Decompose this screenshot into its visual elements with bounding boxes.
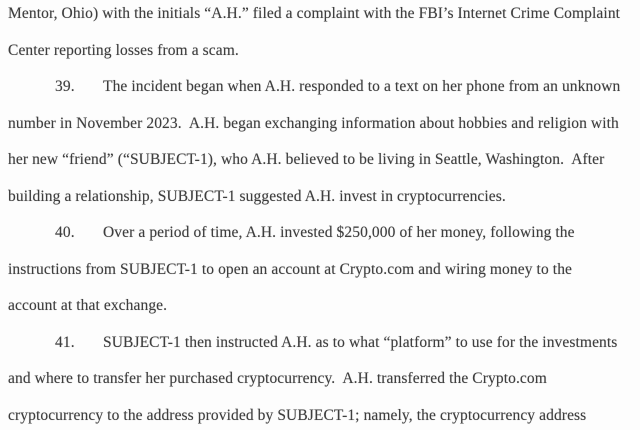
paragraph-39-start (0, 77, 640, 114)
line-text: building a relationship, SUBJECT-1 suggested A.H. invest in cryptocurrencies. (8, 187, 506, 205)
document-line (0, 296, 640, 333)
paragraph-41-start (0, 333, 640, 370)
line-text: The incident began when A.H. responded to a text on her phone from an unknown (103, 78, 621, 96)
line-text: account at that exchange. (8, 297, 168, 315)
line-text: Over a period of time, A.H. invested $250,000 of her money, following the (103, 224, 575, 242)
document-line (0, 150, 640, 187)
line-text: and where to transfer her purchased cryptocurrency. A.H. transferred the Crypto.com (8, 370, 547, 388)
document-line (0, 114, 640, 151)
line-text: instructions from SUBJECT-1 to open an account at Crypto.com and wiring money to the (8, 260, 573, 278)
line-text: Center reporting losses from a scam. (8, 41, 239, 59)
document-line (0, 4, 640, 41)
line-text: number in November 2023. A.H. began exchanging information about hobbies and religion with (8, 114, 619, 132)
document-line (0, 260, 640, 297)
document-line (0, 41, 640, 78)
document-line (0, 369, 640, 406)
line-text: SUBJECT-1 then instructed A.H. as to what “platform” to use for the investments (103, 333, 618, 351)
paragraph-number: 41. (55, 333, 75, 351)
line-text: Mentor, Ohio) with the initials “A.H.” filed a complaint with the FBI’s Internet Crime Complaint (8, 5, 621, 22)
paragraph-number: 40. (55, 224, 75, 242)
line-text: cryptocurrency to the address provided by SUBJECT-1; namely, the cryptocurrency address (8, 407, 587, 425)
paragraph-40-start (0, 223, 640, 260)
document-line (0, 187, 640, 224)
document-line (0, 406, 640, 430)
line-text: her new “friend” (“SUBJECT-1), who A.H. believed to be living in Seattle, Washington. After (8, 151, 605, 169)
paragraph-number: 39. (55, 78, 75, 96)
